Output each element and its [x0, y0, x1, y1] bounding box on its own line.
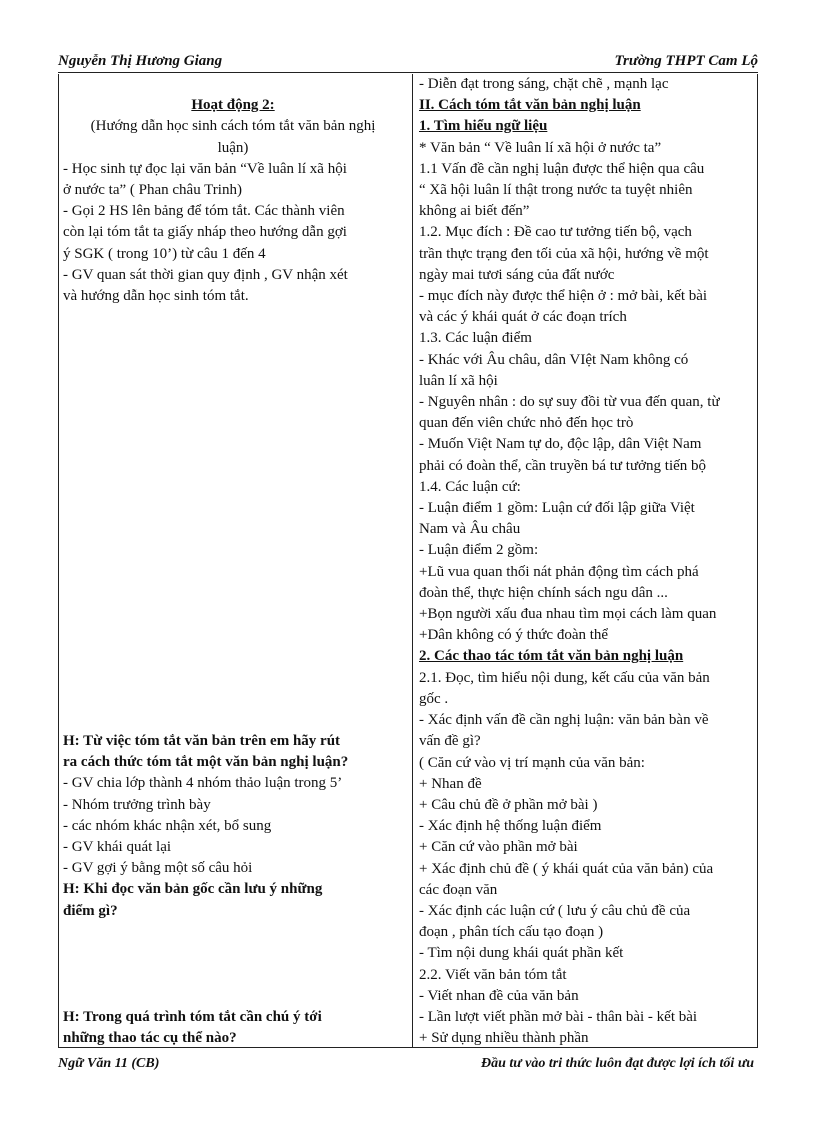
text-line: và hướng dẫn học sinh tóm tắt. [63, 288, 249, 305]
spacer [63, 985, 403, 1006]
question-line: H: Từ việc tóm tắt văn bản trên em hãy rút [63, 732, 341, 749]
text-line: quan đến viên chức nhỏ đến học trò [419, 415, 634, 432]
question-line: H: Khi đọc văn bản gốc cần lưu ý những [63, 881, 323, 898]
spacer [63, 413, 403, 434]
spacer [63, 625, 403, 646]
text-line: gốc . [419, 690, 449, 707]
text-line: + Câu chủ đề ở phần mở bài ) [419, 796, 598, 813]
text-line: ( Căn cứ vào vị trí mạnh của văn bản: [419, 754, 645, 771]
text-line: đoạn , phân tích cấu tạo đoạn ) [419, 924, 604, 941]
text-line: 2.2. Viết văn bản tóm tắt [419, 966, 567, 983]
text-line: + Nhan đề [419, 775, 482, 792]
text-line: - các nhóm khác nhận xét, bổ sung [63, 817, 272, 834]
footer-subject: Ngữ Văn 11 (CB) [58, 1056, 160, 1071]
text-line: 1.4. Các luận cứ: [419, 478, 521, 495]
text-line: “ Xã hội luân lí thật trong nước ta tuyệt nhiên [419, 182, 693, 199]
text-line: trần thực trạng đen tối của xã hội, hướng về một [419, 245, 709, 262]
header-school: Trường THPT Cam Lộ [614, 53, 758, 69]
text-line: - Gọi 2 HS lên bảng để tóm tắt. Các thành viên [63, 203, 345, 220]
text-line: và các ý khái quát ở các đoạn trích [419, 309, 627, 326]
text-line: đoàn thể, thực hiện chính sách ngu dân ... [419, 584, 668, 601]
spacer [63, 328, 403, 349]
text-line: phải có đoàn thể, cần truyền bá tư tưởng tiến bộ [419, 457, 707, 474]
text-line: - Muốn Việt Nam tự do, độc lập, dân Việt Nam [419, 436, 702, 453]
footer-motto: Đầu tư vào tri thức luôn đạt được lợi ích tối ưu [481, 1056, 754, 1071]
text-line: - Luận điểm 1 gồm: Luận cứ đối lập giữa Việt [419, 500, 695, 517]
text-line: - Xác định các luận cứ ( lưu ý câu chủ đề của [419, 902, 691, 919]
text-line: - Xác định vấn đề cần nghị luận: văn bản bàn về [419, 712, 709, 729]
text-line: + Căn cứ vào phần mở bài [419, 839, 578, 856]
activity-subtitle-line: (Hướng dẫn học sinh cách tóm tắt văn bản nghị [90, 118, 376, 135]
spacer [63, 519, 403, 540]
text-line: - mục đích này được thể hiện ở : mở bài, kết bài [419, 288, 708, 305]
header-rule [58, 72, 758, 73]
spacer [63, 922, 403, 943]
text-line: * Văn bản “ Về luân lí xã hội ở nước ta” [419, 139, 662, 156]
column-divider [412, 74, 413, 1047]
spacer [63, 583, 403, 604]
text-line: - Lần lượt viết phần mở bài - thân bài - kết bài [419, 1008, 698, 1025]
spacer [63, 710, 403, 731]
spacer [63, 943, 403, 964]
spacer [63, 434, 403, 455]
text-line: - GV gợi ý bằng một số câu hỏi [63, 860, 253, 877]
spacer [63, 350, 403, 371]
header-author: Nguyễn Thị Hương Giang [58, 53, 223, 69]
question-line: ra cách thức tóm tắt một văn bản nghị luận? [63, 754, 349, 771]
text-line: 2.1. Đọc, tìm hiểu nội dung, kết cấu của văn bản [419, 669, 710, 686]
section-title: II. Cách tóm tắt văn bản nghị luận [419, 97, 641, 114]
spacer [63, 456, 403, 477]
text-line: các đoạn văn [419, 881, 498, 898]
teacher-activity-column [63, 74, 403, 1049]
activity-subtitle-line: luận) [217, 139, 249, 156]
text-line: +Lũ vua quan thối nát phản động tìm cách phá [419, 563, 699, 580]
text-line: luân lí xã hội [419, 372, 498, 389]
text-line: +Dân không có ý thức đoàn thể [419, 627, 609, 644]
spacer [63, 561, 403, 582]
spacer [63, 964, 403, 985]
spacer [63, 667, 403, 688]
spacer [63, 477, 403, 498]
text-line: - Khác với Âu châu, dân VIệt Nam không có [419, 351, 689, 368]
subsection-title: 1. Tìm hiểu ngữ liệu [419, 118, 548, 135]
text-line: + Sử dụng nhiều thành phần [419, 1030, 589, 1047]
lesson-table [58, 74, 758, 1048]
question-line: điểm gì? [63, 902, 118, 919]
text-line: ngày mai tươi sáng của đất nước [419, 266, 615, 283]
subsection-title: 2. Các thao tác tóm tắt văn bản nghị luận [419, 648, 684, 665]
text-line: còn lại tóm tắt ta giấy nháp theo hướng dẫn gợi [63, 224, 347, 241]
text-line: - GV quan sát thời gian quy định , GV nhận xét [63, 266, 348, 283]
spacer [63, 540, 403, 561]
text-line: - Diễn đạt trong sáng, chặt chẽ , mạnh lạc [419, 76, 669, 92]
text-line: - Nhóm trưởng trình bày [63, 796, 211, 813]
text-line: ở nước ta” ( Phan châu Trinh) [63, 182, 242, 198]
text-line: ý SGK ( trong 10’) từ câu 1 đến 4 [63, 245, 266, 262]
spacer [63, 604, 403, 625]
spacer [63, 307, 403, 328]
text-line: - GV khái quát lại [63, 838, 172, 855]
text-line: - Xác định hệ thống luận điểm [419, 818, 602, 835]
text-line: 1.1 Vấn đề cần nghị luận được thể hiện qua câu [419, 160, 705, 177]
activity-title: Hoạt động 2: [191, 97, 275, 114]
spacer [63, 371, 403, 392]
text-line: - Tìm nội dung khái quát phần kết [419, 945, 624, 962]
spacer [63, 74, 403, 95]
text-line: - Học sinh tự đọc lại văn bản “Về luân lí xã hội [63, 160, 347, 177]
text-line: 1.3. Các luận điểm [419, 330, 532, 347]
question-line: những thao tác cụ thể nào? [63, 1029, 237, 1046]
spacer [63, 498, 403, 519]
spacer [63, 646, 403, 667]
text-line: - Nguyên nhân : do sự suy đồi từ vua đến quan, từ [419, 394, 720, 411]
text-line: + Xác định chủ đề ( ý khái quát của văn bản) của [419, 860, 714, 877]
text-line: - GV chia lớp thành 4 nhóm thảo luận trong 5’ [63, 775, 343, 792]
text-line: vấn đề gì? [419, 733, 481, 750]
text-line: - Luận điểm 2 gồm: [419, 542, 539, 559]
text-line: - Viết nhan đề của văn bản [419, 987, 579, 1004]
lesson-content-column [419, 74, 759, 1049]
text-line: không ai biết đến” [419, 203, 530, 220]
text-line: 1.2. Mục đích : Đề cao tư tưởng tiến bộ, vạch [419, 224, 692, 241]
text-line: Nam và Âu châu [419, 521, 521, 538]
question-line: H: Trong quá trình tóm tắt cần chú ý tới [63, 1008, 322, 1025]
spacer [63, 392, 403, 413]
spacer [63, 689, 403, 710]
text-line: +Bọn người xấu đua nhau tìm mọi cách làm quan [419, 606, 717, 623]
